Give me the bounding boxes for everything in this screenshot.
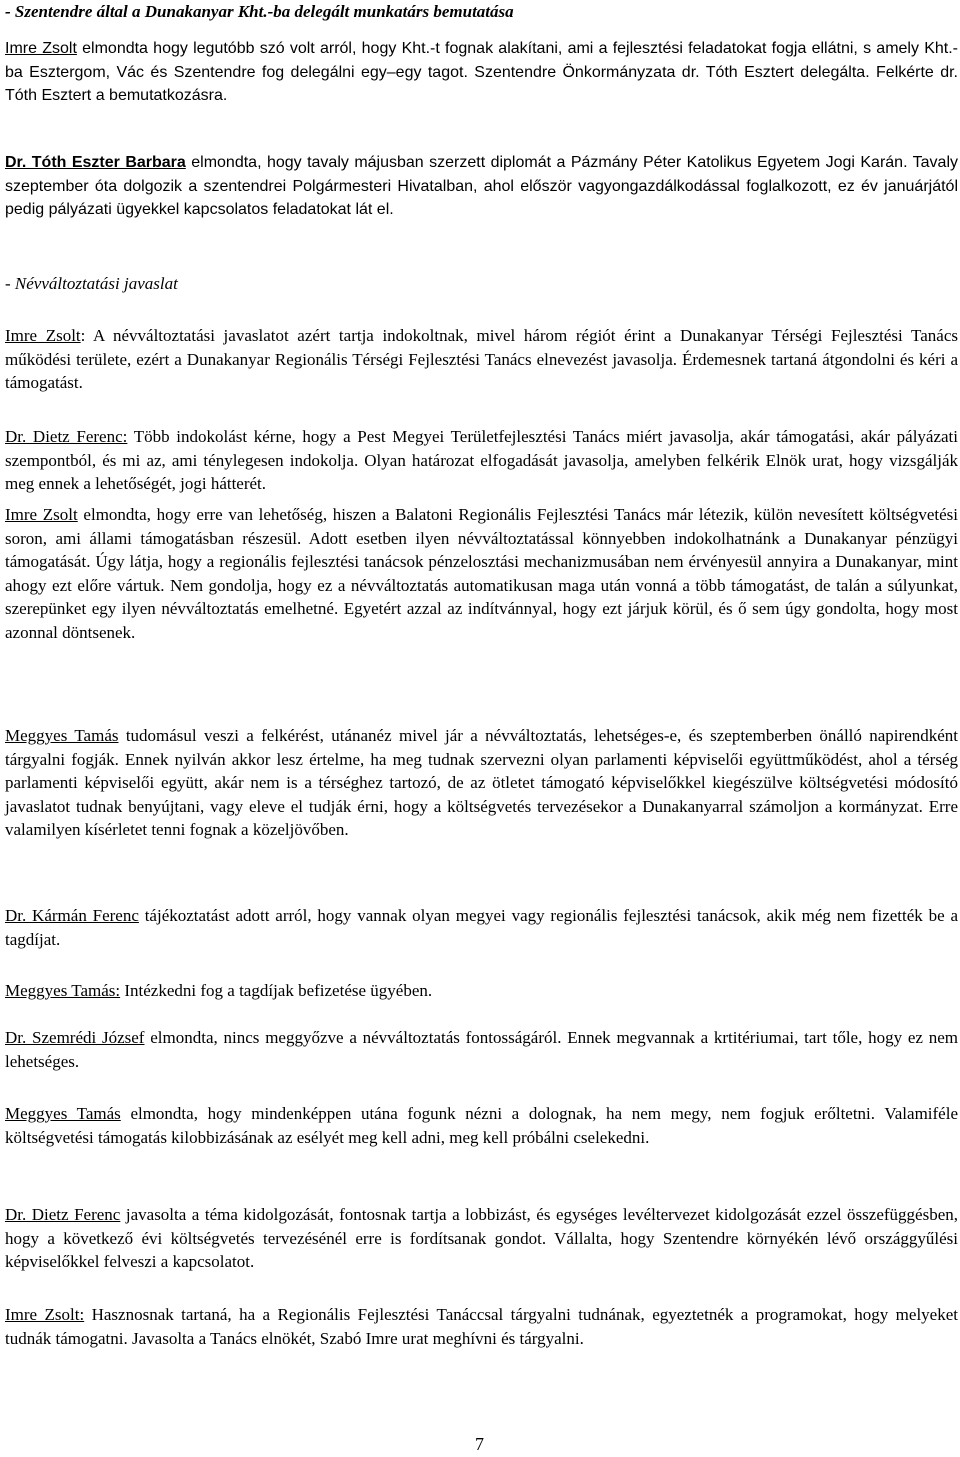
paragraph-text: javasolta a téma kidolgozását, fontosnak tartja a lobbizást, és egységes levéltervezet kidolgozását ezzel összefüggésben, hogy a következő évi költségvetés tervezésénél erre is fordítsanak gondot. Vállalta, hogy Szentendre környékén lévő országgyűlési képviselőkkel felveszi a kapcsolatot.	[5, 1205, 958, 1271]
speaker-name: Meggyes Tamás	[5, 726, 119, 745]
speaker-name: Meggyes Tamás	[5, 1104, 121, 1123]
speaker-name: Imre Zsolt	[5, 40, 77, 57]
page-number: 7	[475, 1434, 484, 1454]
section-heading-delegate: - Szentendre által a Dunakanyar Kht.-ba delegált munkatárs bemutatása	[5, 2, 514, 21]
speaker-name: Dr. Kármán Ferenc	[5, 906, 139, 925]
speaker-name: Imre Zsolt	[5, 326, 81, 345]
speaker-name: Imre Zsolt	[5, 505, 78, 524]
paragraph-meggyes-tamas-3	[5, 1102, 958, 1149]
paragraph-text: Intézkedni fog a tagdíjak befizetése ügyében.	[120, 981, 433, 1000]
section-heading-name-change: - Névváltoztatási javaslat	[5, 274, 178, 293]
paragraph-text: elmondta, nincs meggyőzve a névváltoztatás fontosságáról. Ennek megvannak a krtitériumai, tart tőle, hogy ez nem lehetséges.	[5, 1028, 959, 1071]
paragraph-dietz-ferenc-1	[5, 425, 958, 496]
speaker-name: Dr. Tóth Eszter Barbara	[5, 154, 186, 171]
paragraph-toth-eszter	[5, 151, 958, 222]
paragraph-imre-zsolt-3	[5, 503, 958, 644]
paragraph-text: Hasznosnak tartaná, ha a Regionális Fejlesztési Tanáccsal tárgyalni tudnának, egyeztetnék a programokat, hogy melyeket tudnák támogatni. Javasolta a Tanács elnökét, Szabó Imre urat meghívni és tárgyalni.	[5, 1305, 958, 1348]
paragraph-text: tudomásul veszi a felkérést, utánanéz mivel jár a névváltoztatás, lehetséges-e, és szeptemberben önálló napirendként tárgyalni fogják. Ennek nyilván akkor lesz értelme, ha meg tudnak szervezni olyan parlamenti képviselői együttműködést, ahol a térség parlamenti képviselői együtt, akár nem is a térséghez tartozó, de az ötletet támogató képviselőkkel kiegészülve költségvetési módosító javaslatot tudnak benyújtani, vagy eleve el tudják érni, hogy a költségvetés tervezésekor a Dunakanyarral számoljon a kormányzat. Erre valamilyen kísérletet tenni fognak a közeljövőben.	[5, 726, 958, 839]
speaker-name: Dr. Dietz Ferenc	[5, 1205, 121, 1224]
paragraph-text: : A névváltoztatási javaslatot azért tartja indokoltnak, mivel három régiót érint a Dunakanyar Térségi Fejlesztési Tanács működési területe, ezért a Dunakanyar Regionális Térségi Fejlesztési Tanács elnevezést javasolja. Érdemesnek tartaná átgondolni és kéri a támogatást.	[5, 326, 958, 392]
paragraph-imre-zsolt-1	[5, 37, 958, 108]
paragraph-meggyes-tamas-1	[5, 724, 958, 842]
paragraph-imre-zsolt-4	[5, 1303, 958, 1350]
speaker-name: Dr. Dietz Ferenc:	[5, 427, 128, 446]
paragraph-text: tájékoztatást adott arról, hogy vannak olyan megyei vagy regionális fejlesztési tanácsok, akik még nem fizették be a tagdíjat.	[5, 906, 959, 949]
paragraph-text: elmondta, hogy mindenképpen utána fogunk nézni a dolognak, ha nem megy, nem fogjuk erőltetni. Valamiféle költségvetési támogatás kilobbizásának az esélyét meg kell adni, meg kell próbálni cselekedni.	[5, 1104, 958, 1147]
paragraph-text: Több indokolást kérne, hogy a Pest Megyei Területfejlesztési Tanács miért javasolja, akár támogatási, akár pályázati szempontból, és mi az, ami ténylegesen indokolja. Olyan határozat elfogadását javasolja, amelyben felkérik Elnök urat, hogy vizsgálják meg ennek a lehetőségét, jogi hátterét.	[5, 427, 959, 493]
paragraph-meggyes-tamas-2	[5, 979, 958, 1003]
paragraph-dietz-ferenc-2	[5, 1203, 958, 1274]
paragraph-text: elmondta, hogy tavaly májusban szerzett diplomát a Pázmány Péter Katolikus Egyetem Jogi Karán. Tavaly szeptember óta dolgozik a szentendrei Polgármesteri Hivatalban, ahol először vagyongazdálkodással foglalkozott, ez év januárjától pedig pályázati ügyekkel kapcsolatos feladatokat lát el.	[5, 154, 959, 218]
speaker-name: Dr. Szemrédi József	[5, 1028, 145, 1047]
paragraph-text: elmondta, hogy erre van lehetőség, hiszen a Balatoni Regionális Fejlesztési Tanács már létezik, külön nevesített költségvetési soron, ami állami támogatásban részesül. Adott esetben ilyen névváltoztatással könnyebben indokolhatnánk a Dunakanyar pénzügyi támogatását. Úgy látja, hogy a regionális fejlesztési tanácsok pénzelosztási mechanizmusában nem érvényesül annyira a Dunakanyar, mint ahogy ezt előre vártuk. Nem gondolja, hogy ez a névváltoztatás automatikusan maga után vonná a több támogatást, de talán a súlyunkat, szerepünket egy ilyen névváltoztatás emelhetné. Egyetért azzal az indítvánnyal, hogy ezt járjuk körül, és ő sem úgy gondolta, hogy most azonnal döntsenek.	[5, 505, 958, 642]
paragraph-szemredi-jozsef	[5, 1026, 958, 1073]
speaker-name: Meggyes Tamás:	[5, 981, 121, 1000]
paragraph-text: elmondta hogy legutóbb szó volt arról, hogy Kht.-t fognak alakítani, ami a fejlesztési feladatokat fogja ellátni, s amely Kht.-ba Esztergom, Vác és Szentendre fog delegálni egy–egy tagot. Szentendre Önkormányzata dr. Tóth Esztert delegálta. Felkérte dr. Tóth Esztert a bemutatkozásra.	[5, 40, 958, 104]
speaker-name: Imre Zsolt:	[5, 1305, 85, 1324]
paragraph-karman-ferenc	[5, 904, 958, 951]
paragraph-imre-zsolt-2	[5, 324, 958, 395]
